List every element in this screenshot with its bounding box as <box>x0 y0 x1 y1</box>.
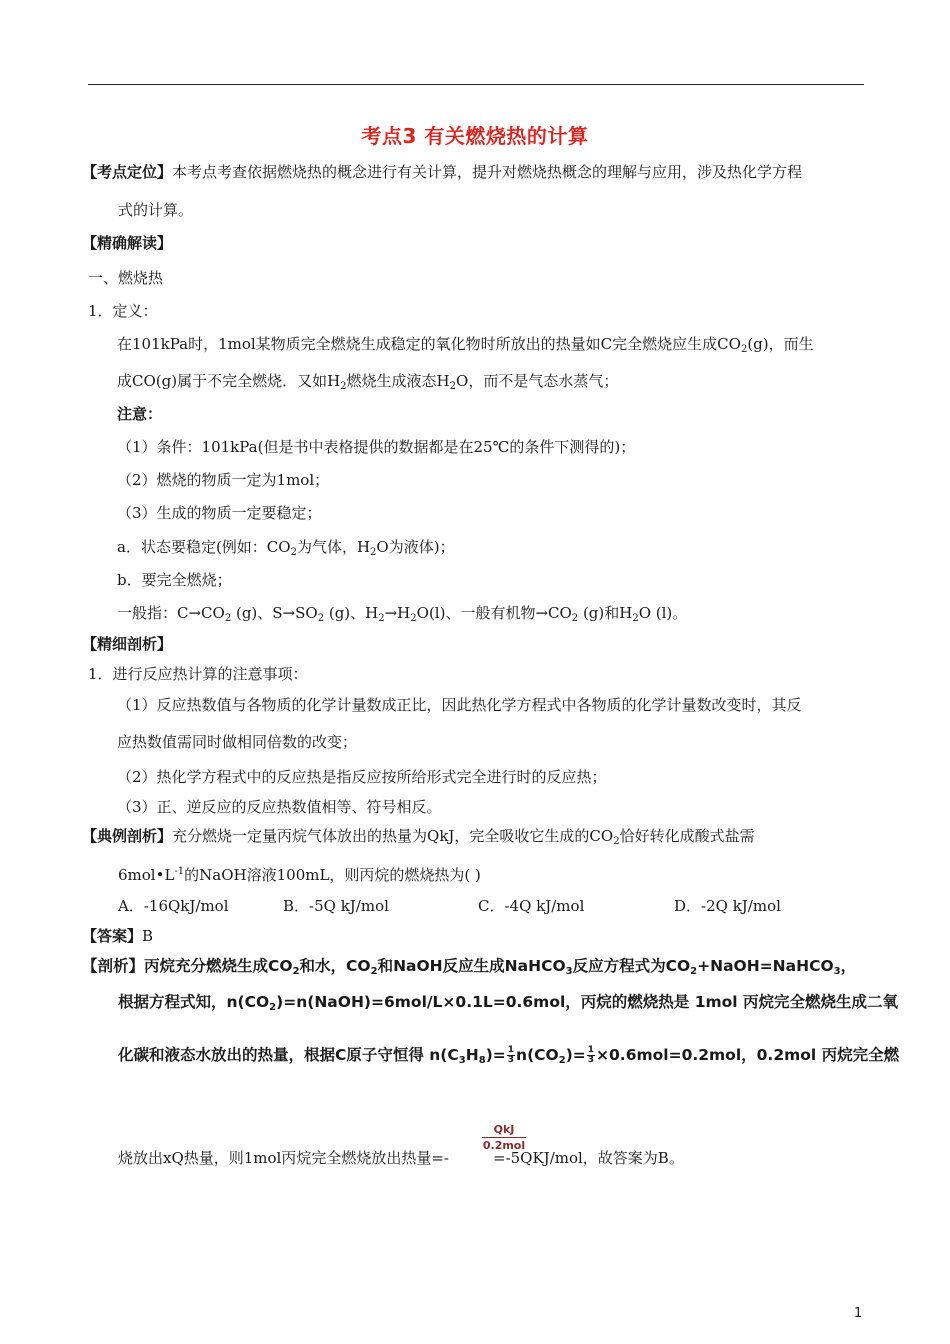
fraction-one-third-b <box>587 1046 595 1065</box>
explain-l1s5: 3 <box>833 966 841 977</box>
explain-l2a: 根据方程式知，n(CO <box>118 993 270 1011</box>
definition-line-1 <box>117 334 814 360</box>
gen-s4: 2 <box>410 613 417 624</box>
analysis-p3: （3）正、逆反应的反应热数值相等、符号相反。 <box>117 798 442 816</box>
option-c: C．-4Q kJ/mol <box>478 897 585 915</box>
note-1: （1）条件：101kPa(但是书中表格提供的数据都是在25℃的条件下测得的)； <box>117 438 636 456</box>
explain-l2s1: 2 <box>269 1002 277 1013</box>
note-a-part3: O为液体)； <box>376 538 455 556</box>
example-q1b: 恰好转化成酸式盐需 <box>619 827 755 845</box>
analysis-item: 1．进行反应热计算的注意事项： <box>88 665 308 683</box>
note-a-part1: a．状态要稳定(例如：CO <box>117 538 291 556</box>
explain-line-2 <box>118 992 898 1018</box>
example-q2a: 6mol•L <box>118 866 175 884</box>
analysis-p2: （2）热化学方程式中的反应热是指反应按所给形式完全进行时的反应热； <box>117 768 607 786</box>
explain-l1d: 反应方程式为CO <box>572 957 691 975</box>
frac-b-num: 1 <box>587 1045 595 1055</box>
fraction-one-third-a <box>507 1046 515 1065</box>
explain-line-4 <box>118 1148 684 1168</box>
explain-l3d: n(CO <box>516 1046 559 1064</box>
def1-sub: 2 <box>740 344 748 355</box>
explain-l3s1: 3 <box>458 1055 466 1066</box>
section-heading: 一、燃烧热 <box>88 269 164 287</box>
explain-l3b: H <box>465 1046 479 1064</box>
gen-s1: 2 <box>224 613 232 624</box>
option-d: D．-2Q kJ/mol <box>674 897 781 915</box>
gen-d: →H <box>384 604 411 622</box>
frac-b-den: 3 <box>587 1055 595 1065</box>
note-label: 注意： <box>117 405 163 423</box>
explain-label: 【剖析】 <box>82 957 145 975</box>
explain-l2b: )=n(NaOH)=6mol/L×0.1L=0.6mol，丙烷的燃烧热是 1mol 丙烷完全燃烧生成二氧 <box>276 993 898 1011</box>
positioning-line-1 <box>82 162 802 182</box>
gen-s3: 2 <box>378 613 385 624</box>
bigfrac-den: 0.2mol <box>482 1139 526 1152</box>
def1-b: (g)，而生 <box>747 335 814 353</box>
def2-c: O，而不是气态水蒸气； <box>456 372 619 390</box>
gen-s5: 2 <box>571 613 579 624</box>
explain-l3a: 化碳和液态水放出的热量，根据C原子守恒得 n(C <box>118 1046 459 1064</box>
example-q1sub: 2 <box>613 836 620 847</box>
header-rule <box>88 84 864 85</box>
analysis-heading: 【精细剖析】 <box>82 635 173 653</box>
answer-line <box>82 926 153 946</box>
general-line <box>117 603 687 629</box>
def2-a: 成CO(g)属于不完全燃烧．又如H <box>117 372 341 390</box>
example-q1a: 充分燃烧一定量丙烷气体放出的热量为QkJ，完全吸收它生成的CO <box>172 827 614 845</box>
explain-l1s3: 3 <box>565 966 573 977</box>
gen-s6: 2 <box>632 613 639 624</box>
note-a-sub2: 2 <box>370 547 377 558</box>
gen-e: O(l)、一般有机物→CO <box>416 604 572 622</box>
note-a-sub: 2 <box>290 547 297 558</box>
positioning-line-2: 式的计算。 <box>118 201 194 219</box>
answer-label: 【答案】 <box>82 927 143 945</box>
explain-l3s2: 8 <box>478 1055 486 1066</box>
note-2: （2）燃烧的物质一定为1mol； <box>117 471 330 489</box>
explain-l1c: 和NaOH反应生成NaHCO <box>377 957 566 975</box>
analysis-p1-line2: 应热数值需同时做相同倍数的改变； <box>117 733 358 751</box>
note-3: （3）生成的物质一定要稳定； <box>117 504 322 522</box>
option-a: A．-16QkJ/mol <box>118 897 229 915</box>
explain-l1s1: 2 <box>292 966 300 977</box>
gen-f: (g)和H <box>578 604 633 622</box>
def2-b: 燃烧生成液态H <box>346 372 450 390</box>
def2-sub: 2 <box>340 381 347 392</box>
analysis-p1-line1: （1）反应热数值与各物质的化学计量数成正比，因此热化学方程式中各物质的化学计量数改变时，其反 <box>117 696 802 714</box>
example-label: 【典例剖析】 <box>82 827 173 845</box>
frac-a-den: 3 <box>507 1055 515 1065</box>
positioning-text-1: 本考点考查依据燃烧热的概念进行有关计算，提升对燃烧热概念的理解与应用，涉及热化学方程 <box>172 163 803 181</box>
gen-a: 一般指：C→CO <box>117 604 225 622</box>
explain-l1f: ， <box>840 957 857 975</box>
note-b: b．要完全燃烧； <box>117 571 232 589</box>
explain-l4a: 烧放出xQ热量，则1mol丙烷完全燃烧放出热量=- <box>118 1149 449 1167</box>
def1-a: 在101kPa时，1mol某物质完全燃烧生成稳定的氧化物时所放出的热量如C完全燃烧应生成CO <box>117 335 741 353</box>
example-question-line-2 <box>118 862 481 885</box>
gen-g: O (l)。 <box>638 604 688 622</box>
explain-l1s4: 2 <box>690 966 698 977</box>
note-a <box>117 537 455 563</box>
explain-l1s2: 2 <box>370 966 378 977</box>
explain-l1b: 和水，CO <box>299 957 371 975</box>
answer-value: B <box>142 927 154 945</box>
explain-l3f: ×0.6mol=0.2mol，0.2mol 丙烷完全燃 <box>596 1046 900 1064</box>
definition-line-2 <box>117 371 618 397</box>
gen-c: (g)、H <box>324 604 379 622</box>
definition-label: 1．定义： <box>88 302 158 320</box>
interpret-heading: 【精确解读】 <box>82 234 173 252</box>
positioning-label: 【考点定位】 <box>82 163 173 181</box>
option-b: B．-5Q kJ/mol <box>283 897 389 915</box>
example-q2b: 的NaOH溶液100mL，则丙烷的燃烧热为( ) <box>184 866 481 884</box>
explain-l4b: =-5QKJ/mol，故答案为B。 <box>493 1149 684 1167</box>
explain-l3c: )= <box>485 1046 506 1064</box>
bigfrac-num: QkJ <box>482 1123 526 1138</box>
explain-l3s3: 2 <box>558 1055 566 1066</box>
frac-a-num: 1 <box>507 1045 515 1055</box>
gen-s2: 2 <box>317 613 325 624</box>
explain-l3e: )= <box>565 1046 586 1064</box>
gen-b: (g)、S→SO <box>231 604 318 622</box>
def2-sub2: 2 <box>449 381 457 392</box>
page-title: 考点3 有关燃烧热的计算 <box>361 124 589 148</box>
explain-l1e: +NaOH=NaHCO <box>697 957 834 975</box>
example-q2sup: -1 <box>174 866 185 877</box>
explain-line-1 <box>82 956 856 982</box>
page-number: 1 <box>854 1306 863 1321</box>
example-question-line-1 <box>82 826 755 852</box>
note-a-part2: 为气体，H <box>296 538 371 556</box>
explain-line-3 <box>118 1045 899 1071</box>
explain-l1a: 丙烷充分燃烧生成CO <box>144 957 293 975</box>
